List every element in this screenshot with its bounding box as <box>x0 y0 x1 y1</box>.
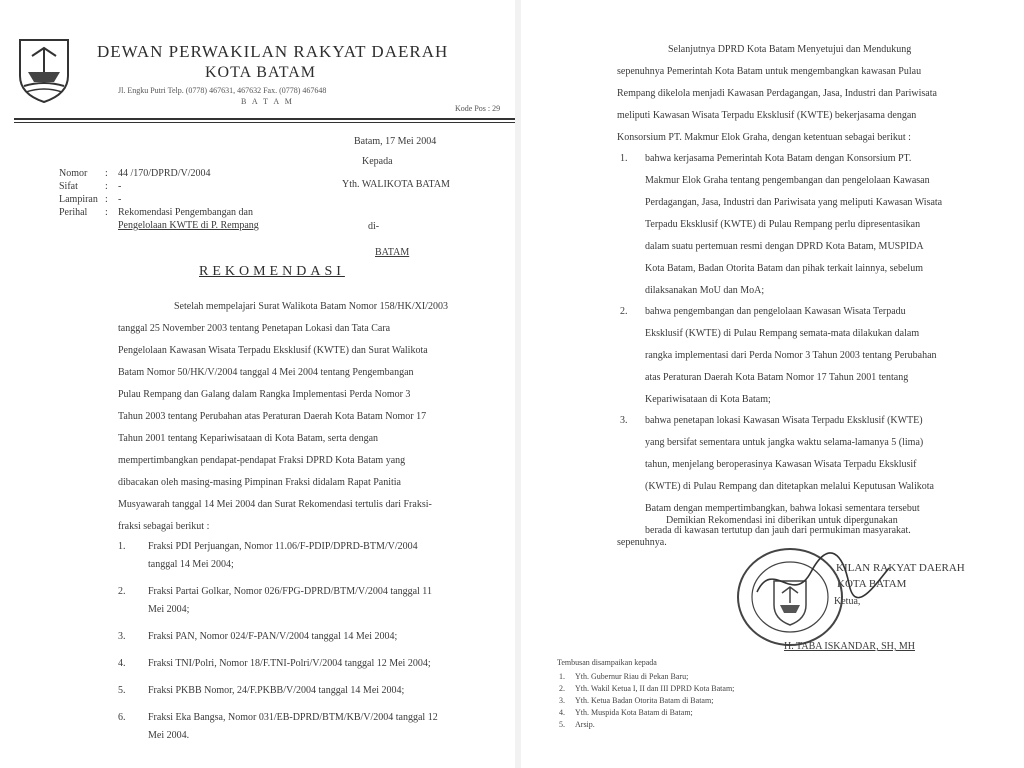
list-number: 6. <box>118 712 126 723</box>
city-emblem-icon <box>14 36 74 104</box>
signature-city: KOTA BATAM <box>837 578 907 590</box>
list-item: rangka implementasi dari Perda Nomor 3 Tahun 2003 tentang Perubahan <box>645 350 937 361</box>
list-item: Fraksi Eka Bangsa, Nomor 031/EB-DPRD/BTM/KB/V/2004 tanggal 12 <box>148 712 438 723</box>
list-item: Yth. Gubernur Riau di Pekan Baru; <box>575 672 689 681</box>
intro-line: Setelah mempelajari Surat Walikota Batam Nomor 158/HK/XI/2003 <box>174 301 448 312</box>
letterhead-city: KOTA BATAM <box>205 64 316 81</box>
recipient-di: di- <box>368 221 380 232</box>
signature-name: H. TABA ISKANDAR, SH, MH <box>784 641 915 652</box>
letterhead-rule-thin <box>14 122 515 123</box>
nomor-value: 44 /170/DPRD/V/2004 <box>118 168 211 179</box>
perihal-line1: Rekomendasi Pengembangan dan <box>118 207 253 218</box>
list-item: Perdagangan, Jasa, Industri dan Pariwisata yang meliputi Kawasan Wisata <box>645 197 943 208</box>
sifat-value: - <box>118 181 122 192</box>
signature-role: Ketua, <box>834 596 861 607</box>
list-number: 1. <box>559 672 565 681</box>
list-item: Yth. Wakil Ketua I, II dan III DPRD Kota Batam; <box>575 684 735 693</box>
list-item: yang bersifat sementara untuk jangka waktu selama-lamanya 5 (lima) <box>645 437 924 448</box>
list-number: 3. <box>620 415 628 426</box>
list-number: 2. <box>559 684 565 693</box>
intro-line: Batam Nomor 50/HK/V/2004 tanggal 4 Mei 2004 tentang Pengembangan <box>118 367 414 378</box>
letter-date: Batam, 17 Mei 2004 <box>354 136 437 147</box>
list-item: Batam dengan mempertimbangkan, bahwa lokasi sementara tersebut <box>645 503 920 514</box>
letterhead-city-small: B A T A M <box>241 97 294 106</box>
list-item: tanggal 14 Mei 2004; <box>148 559 234 570</box>
list-item: Fraksi PKBB Nomor, 24/F.PKBB/V/2004 tanggal 14 Mei 2004; <box>148 685 405 696</box>
right-intro-line: meliputi Kawasan Wisata Terpadu Eksklusif (KWTE) bekerjasama dengan <box>617 110 917 121</box>
intro-line: mempertimbangkan pendapat-pendapat Fraksi DPRD Kota Batam yang <box>118 455 406 466</box>
list-item: Terpadu Eksklusif (KWTE) di Pulau Rempang perlu dipresentasikan <box>645 219 921 230</box>
kepada-label: Kepada <box>362 156 393 167</box>
lampiran-value: - <box>118 194 122 205</box>
list-item: Yth. Muspida Kota Batam di Batam; <box>575 708 693 717</box>
list-number: 2. <box>118 586 126 597</box>
recipient: Yth. WALIKOTA BATAM <box>342 179 450 190</box>
list-item: Mei 2004; <box>148 604 190 615</box>
letterhead-title: DEWAN PERWAKILAN RAKYAT DAERAH <box>97 42 449 61</box>
letterhead-postcode: Kode Pos : 29 <box>455 104 501 113</box>
nomor-label: Nomor <box>59 168 88 179</box>
list-item: dalam suatu pertemuan resmi dengan DPRD Kota Batam, MUSPIDA <box>645 241 924 252</box>
list-number: 4. <box>559 708 565 717</box>
intro-line: tanggal 25 November 2003 tentang Penetapan Lokasi dan Tata Cara <box>118 323 391 334</box>
closing-line: Demikian Rekomendasi ini diberikan untuk dipergunakan <box>666 515 898 526</box>
sifat-label: Sifat <box>59 181 78 192</box>
signature-org: KILAN RAKYAT DAERAH <box>836 562 965 574</box>
document-title: REKOMENDASI <box>199 264 345 279</box>
signature-scribble-icon <box>753 548 893 608</box>
page-right <box>521 0 1024 768</box>
list-number: 3. <box>118 631 126 642</box>
intro-line: Tahun 2003 tentang Perubahan atas Peraturan Daerah Kota Batam Nomor 17 <box>118 411 427 422</box>
nomor-colon: : <box>105 168 108 179</box>
right-intro-line: Selanjutnya DPRD Kota Batam Menyetujui dan Mendukung <box>668 44 912 55</box>
list-number: 4. <box>118 658 126 669</box>
list-item: Kepariwisataan di Kota Batam; <box>645 394 771 405</box>
intro-line: Tahun 2001 tentang Kepariwisataan di Kota Batam, serta dengan <box>118 433 379 444</box>
list-item: Makmur Elok Graha tentang pengembangan dan pengelolaan Kawasan <box>645 175 930 186</box>
list-item: Fraksi PDI Perjuangan, Nomor 11.06/F-PDIP/DPRD-BTM/V/2004 <box>148 541 418 552</box>
list-item: Fraksi Partai Golkar, Nomor 026/FPG-DPRD/BTM/V/2004 tanggal 11 <box>148 586 432 597</box>
list-item: bahwa kerjasama Pemerintah Kota Batam dengan Konsorsium PT. <box>645 153 912 164</box>
recipient-city: BATAM <box>375 247 410 258</box>
right-intro-line: Rempang dikelola menjadi Kawasan Perdagangan, Jasa, Industri dan Pariwisata <box>617 88 937 99</box>
list-number: 1. <box>118 541 126 552</box>
letterhead-address: Jl. Engku Putri Telp. (0778) 467631, 467632 Fax. (0778) 467648 <box>118 86 327 95</box>
list-number: 3. <box>559 696 565 705</box>
list-item: Arsip. <box>575 720 595 729</box>
perihal-colon: : <box>105 207 108 218</box>
perihal-line2: Pengelolaan KWTE di P. Rempang <box>118 220 259 231</box>
list-item: dilaksanakan MoU dan MoA; <box>645 285 765 296</box>
list-item: bahwa pengembangan dan pengelolaan Kawasan Wisata Terpadu <box>645 306 906 317</box>
list-number: 5. <box>559 720 565 729</box>
intro-line: fraksi sebagai berikut : <box>118 521 210 532</box>
list-item: tahun, menjelang beroperasinya Kawasan Wisata Terpadu Eksklusif <box>645 459 917 470</box>
lampiran-label: Lampiran <box>59 194 98 205</box>
list-number: 1. <box>620 153 628 164</box>
list-item: Eksklusif (KWTE) di Pulau Rempang semata-mata dilakukan dalam <box>645 328 920 339</box>
intro-line: Pengelolaan Kawasan Wisata Terpadu Eksklusif (KWTE) dan Surat Walikota <box>118 345 428 356</box>
list-number: 2. <box>620 306 628 317</box>
list-item: Fraksi TNI/Polri, Nomor 18/F.TNI-Polri/V/2004 tanggal 12 Mei 2004; <box>148 658 431 669</box>
intro-line: Musyawarah tanggal 14 Mei 2004 dan Surat Rekomendasi tertulis dari Fraksi- <box>118 499 432 510</box>
list-item: Mei 2004. <box>148 730 190 741</box>
list-item: berada di kawasan tertutup dan jauh dari permukiman masyarakat. <box>645 525 911 536</box>
perihal-label: Perihal <box>59 207 88 218</box>
list-item: atas Peraturan Daerah Kota Batam Nomor 17 Tahun 2001 tentang <box>645 372 909 383</box>
list-item: Kota Batam, Badan Otorita Batam dan pihak terkait lainnya, sebelum <box>645 263 923 274</box>
intro-line: dibacakan oleh masing-masing Pimpinan Fraksi didalam Rapat Panitia <box>118 477 401 488</box>
right-intro-line: sepenuhnya Pemerintah Kota Batam untuk mengembangkan kawasan Pulau <box>617 66 922 77</box>
closing-line: sepenuhnya. <box>617 537 667 548</box>
list-item: Yth. Ketua Badan Otorita Batam di Batam; <box>575 696 714 705</box>
right-intro-line: Konsorsium PT. Makmur Elok Graha, dengan ketentuan sebagai berikut : <box>617 132 911 143</box>
list-number: 5. <box>118 685 126 696</box>
letterhead-rule <box>14 118 515 120</box>
intro-line: Pulau Rempang dan Galang dalam Rangka Implementasi Perda Nomor 3 <box>118 389 411 400</box>
tembusan-title: Tembusan disampaikan kepada <box>557 658 657 667</box>
list-item: (KWTE) di Pulau Rempang dan ditetapkan melalui Keputusan Walikota <box>645 481 934 492</box>
list-item: Fraksi PAN, Nomor 024/F-PAN/V/2004 tanggal 14 Mei 2004; <box>148 631 398 642</box>
sifat-colon: : <box>105 181 108 192</box>
lampiran-colon: : <box>105 194 108 205</box>
list-item: bahwa penetapan lokasi Kawasan Wisata Terpadu Eksklusif (KWTE) <box>645 415 923 426</box>
